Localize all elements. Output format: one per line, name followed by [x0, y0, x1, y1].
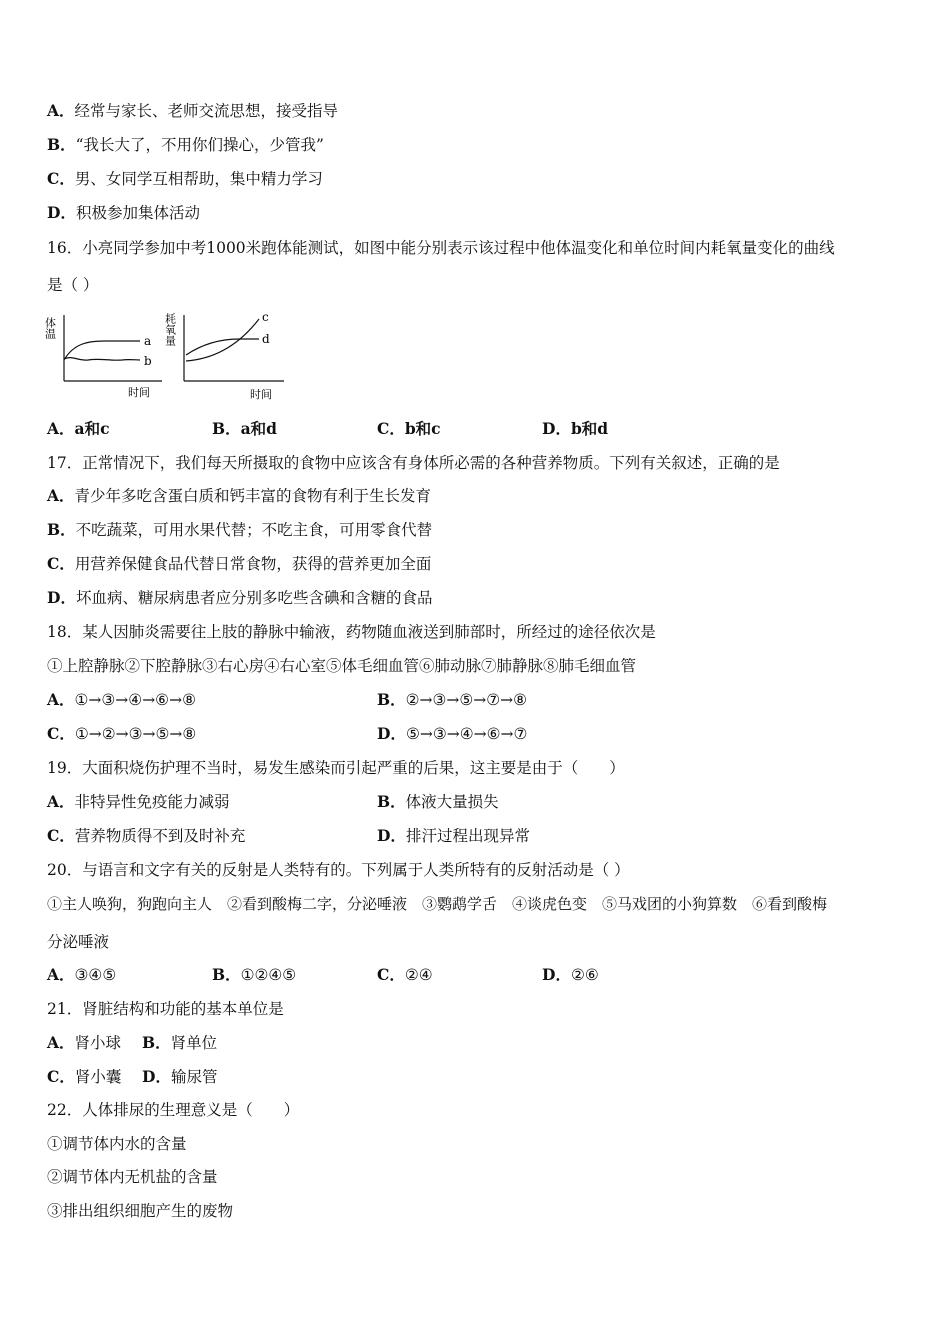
- q20-stem: 20．与语言和文字有关的反射是人类特有的。下列属于人类所特有的反射活动是（ ）: [47, 861, 630, 879]
- q17-option-d: D．坏血病、糖尿病患者应分别多吃些含碘和含糖的食品: [47, 588, 433, 607]
- curve-a: [64, 341, 140, 360]
- left-x-label: 时间: [128, 386, 150, 399]
- q16-option-c: C．b和c: [377, 419, 441, 438]
- curve-b: [64, 358, 140, 361]
- q15-option-b: B．“我长大了，不用你们操心，少管我”: [47, 135, 324, 154]
- q19-option-c: C．营养物质得不到及时补充: [47, 826, 246, 845]
- q18-option-c: C．①→②→③→⑤→⑧: [47, 724, 197, 743]
- curve-a-label: a: [144, 334, 152, 348]
- curve-d-label: d: [262, 332, 270, 346]
- q20-option-a: A．③④⑤: [47, 965, 117, 984]
- q17-stem: 17．正常情况下，我们每天所摄取的食物中应该含有身体所必需的各种营养物质。下列有关叙述，正确的是: [47, 454, 780, 472]
- q18-list: ①上腔静脉②下腔静脉③右心房④右心室⑤体毛细血管⑥肺动脉⑦肺静脉⑧肺毛细血管: [47, 657, 637, 675]
- q19-option-d: D．排汗过程出现异常: [377, 826, 530, 845]
- curve-c-label: c: [262, 310, 269, 324]
- q19-stem: 19．大面积烧伤护理不当时，易发生感染而引起严重的后果，这主要是由于（ ）: [47, 759, 625, 777]
- q17-option-c: C．用营养保健食品代替日常食物，获得的营养更加全面: [47, 554, 432, 573]
- q21-option-d: D．输尿管: [142, 1067, 218, 1086]
- q22-item-1: ①调节体内水的含量: [47, 1135, 187, 1153]
- q21-option-c: C．肾小囊: [47, 1067, 122, 1086]
- q19-option-a: A．非特异性免疫能力减弱: [47, 792, 230, 811]
- q16-option-b: B．a和d: [212, 419, 277, 438]
- q20-option-b: B．①②④⑤: [212, 965, 297, 984]
- q20-list: ①主人唤狗，狗跑向主人 ②看到酸梅二字，分泌唾液 ③鹦鹉学舌 ④谈虎色变 ⑤马戏团的小狗算数 ⑥看到酸梅: [47, 895, 828, 913]
- curve-d: [186, 339, 259, 355]
- q15-option-a: A．经常与家长、老师交流思想，接受指导: [47, 101, 339, 120]
- q22-item-3: ③排出组织细胞产生的废物: [47, 1202, 234, 1220]
- q18-option-a: A．①→③→④→⑥→⑧: [47, 690, 196, 709]
- q22-item-2: ②调节体内无机盐的含量: [47, 1168, 218, 1186]
- q20-list-cont: 分泌唾液: [47, 933, 110, 951]
- q21-stem: 21．肾脏结构和功能的基本单位是: [47, 1000, 284, 1018]
- q20-option-c: C．②④: [377, 965, 433, 984]
- q16-option-d: D．b和d: [542, 419, 609, 438]
- q17-option-b: B．不吃蔬菜，可用水果代替；不吃主食，可用零食代替: [47, 520, 433, 539]
- q18-option-d: D．⑤→③→④→⑥→⑦: [377, 724, 528, 743]
- q18-option-b: B．②→③→⑤→⑦→⑧: [377, 690, 528, 709]
- q19-option-b: B．体液大量损失: [377, 792, 499, 811]
- q16-stem-cont: 是（ ）: [47, 276, 99, 294]
- right-y-label: 耗氧量: [163, 313, 177, 346]
- q20-option-d: D．②⑥: [542, 965, 599, 984]
- q18-stem: 18．某人因肺炎需要往上肢的静脉中输液，药物随血液送到肺部时，所经过的途径依次是: [47, 623, 656, 641]
- q17-option-a: A．青少年多吃含蛋白质和钙丰富的食物有利于生长发育: [47, 486, 432, 505]
- q22-stem: 22．人体排尿的生理意义是（ ）: [47, 1101, 300, 1119]
- q21-option-a: A．肾小球: [47, 1033, 122, 1052]
- q15-option-c: C．男、女同学互相帮助，集中精力学习: [47, 169, 323, 188]
- right-x-label: 时间: [250, 388, 272, 401]
- q21-option-b: B．肾单位: [142, 1033, 218, 1052]
- q16-figure: [44, 305, 284, 405]
- left-y-label: 体温: [44, 317, 57, 339]
- q16-option-a: A．a和c: [47, 419, 110, 438]
- q15-option-d: D．积极参加集体活动: [47, 203, 200, 222]
- q16-stem: 16．小亮同学参加中考1000米跑体能测试，如图中能分别表示该过程中他体温变化和单位时间内耗氧量变化的曲线: [47, 239, 835, 257]
- curve-b-label: b: [144, 354, 152, 368]
